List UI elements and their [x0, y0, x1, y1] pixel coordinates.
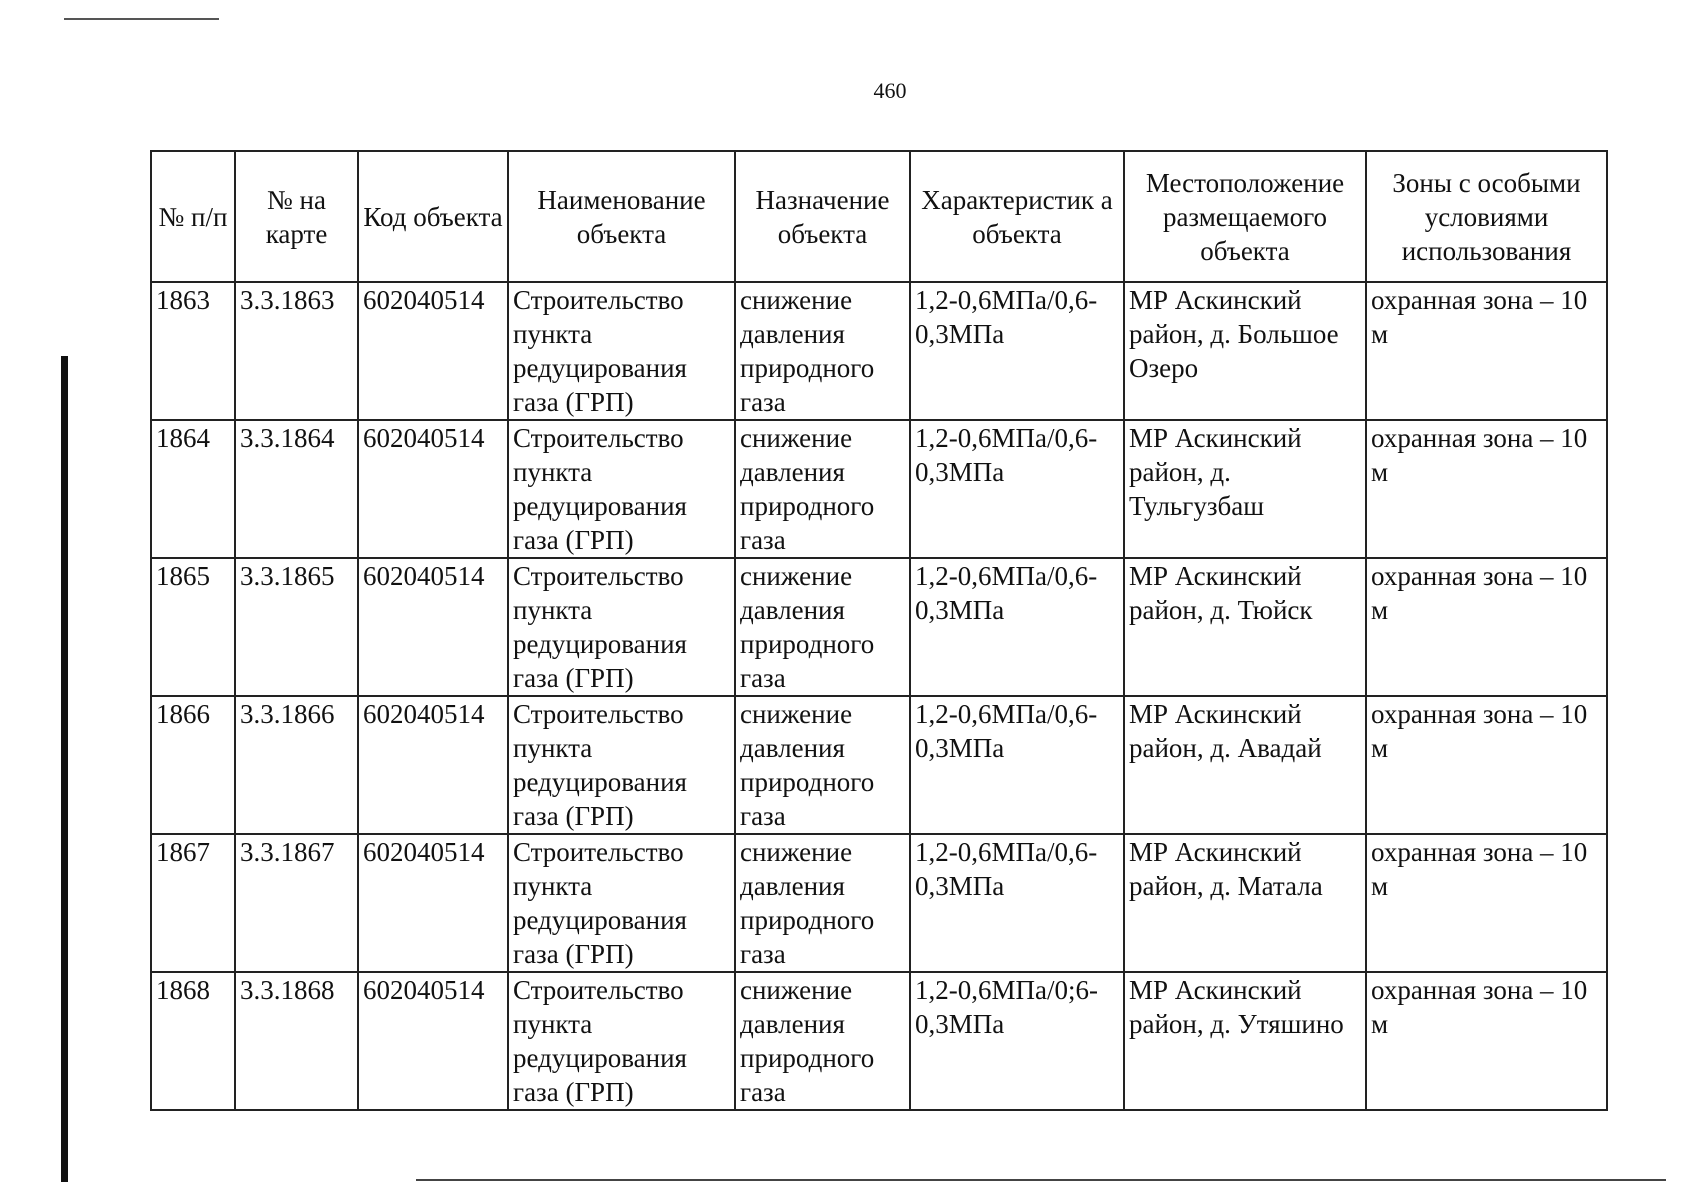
cell-object-code: 602040514: [358, 282, 508, 420]
header-number: № п/п: [151, 151, 235, 282]
cell-object-name: Строительство пункта редуцирования газа (ГРП): [508, 420, 735, 558]
header-code: Код объекта: [358, 151, 508, 282]
table-row: [151, 834, 1607, 972]
cell-map-number: 3.3.1867: [235, 834, 358, 972]
cell-object-name: Строительство пункта редуцирования газа (ГРП): [508, 834, 735, 972]
cell-map-number: 3.3.1868: [235, 972, 358, 1110]
cell-object-purpose: снижение давления природного газа: [735, 420, 910, 558]
cell-row-number: 1863: [151, 282, 235, 420]
table-row: [151, 558, 1607, 696]
bottom-rule: [416, 1179, 1666, 1181]
cell-row-number: 1867: [151, 834, 235, 972]
cell-object-purpose: снижение давления природного газа: [735, 282, 910, 420]
table-row: [151, 420, 1607, 558]
cell-restricted-zone: охранная зона – 10 м: [1366, 282, 1607, 420]
header-characteristics: Характеристик а объекта: [910, 151, 1124, 282]
cell-row-number: 1864: [151, 420, 235, 558]
cell-object-code: 602040514: [358, 834, 508, 972]
cell-object-code: 602040514: [358, 420, 508, 558]
cell-object-location: МР Аскинский район, д. Авадай: [1124, 696, 1366, 834]
cell-object-location: МР Аскинский район, д. Большое Озеро: [1124, 282, 1366, 420]
cell-object-name: Строительство пункта редуцирования газа (ГРП): [508, 558, 735, 696]
page-number: 460: [873, 78, 907, 103]
cell-map-number: 3.3.1866: [235, 696, 358, 834]
cell-object-characteristics: 1,2-0,6МПа/0,6-0,3МПа: [910, 558, 1124, 696]
header-purpose: Назначение объекта: [735, 151, 910, 282]
cell-object-purpose: снижение давления природного газа: [735, 972, 910, 1110]
cell-restricted-zone: охранная зона – 10 м: [1366, 834, 1607, 972]
cell-restricted-zone: охранная зона – 10 м: [1366, 972, 1607, 1110]
cell-object-characteristics: 1,2-0,6МПа/0;6-0,3МПа: [910, 972, 1124, 1110]
cell-object-code: 602040514: [358, 696, 508, 834]
table-row: [151, 696, 1607, 834]
cell-row-number: 1866: [151, 696, 235, 834]
cell-restricted-zone: охранная зона – 10 м: [1366, 420, 1607, 558]
cell-object-code: 602040514: [358, 558, 508, 696]
header-location: Местоположение размещаемого объекта: [1124, 151, 1366, 282]
cell-object-location: МР Аскинский район, д. Матала: [1124, 834, 1366, 972]
cell-row-number: 1868: [151, 972, 235, 1110]
table-row: [151, 282, 1607, 420]
scan-edge-bar: [61, 356, 68, 1182]
cell-object-code: 602040514: [358, 972, 508, 1110]
table-header-row: [151, 151, 1607, 282]
header-name: Наименование объекта: [508, 151, 735, 282]
cell-object-name: Строительство пункта редуцирования газа (ГРП): [508, 282, 735, 420]
cell-object-purpose: снижение давления природного газа: [735, 696, 910, 834]
header-zones: Зоны с особыми условиями использования: [1366, 151, 1607, 282]
cell-object-location: МР Аскинский район, д. Утяшино: [1124, 972, 1366, 1110]
cell-object-characteristics: 1,2-0,6МПа/0,6-0,3МПа: [910, 420, 1124, 558]
cell-object-purpose: снижение давления природного газа: [735, 834, 910, 972]
objects-table: [150, 150, 1608, 1111]
cell-object-location: МР Аскинский район, д. Тюйск: [1124, 558, 1366, 696]
cell-object-purpose: снижение давления природного газа: [735, 558, 910, 696]
cell-map-number: 3.3.1864: [235, 420, 358, 558]
cell-object-characteristics: 1,2-0,6МПа/0,6-0,3МПа: [910, 696, 1124, 834]
cell-object-location: МР Аскинский район, д. Тульгузбаш: [1124, 420, 1366, 558]
cell-restricted-zone: охранная зона – 10 м: [1366, 558, 1607, 696]
cell-object-characteristics: 1,2-0,6МПа/0,6-0,3МПа: [910, 834, 1124, 972]
table-row: [151, 972, 1607, 1110]
cell-object-name: Строительство пункта редуцирования газа (ГРП): [508, 972, 735, 1110]
cell-restricted-zone: охранная зона – 10 м: [1366, 696, 1607, 834]
top-rule: [64, 18, 219, 20]
cell-object-characteristics: 1,2-0,6МПа/0,6-0,3МПа: [910, 282, 1124, 420]
cell-row-number: 1865: [151, 558, 235, 696]
cell-map-number: 3.3.1863: [235, 282, 358, 420]
header-map-number: № на карте: [235, 151, 358, 282]
cell-map-number: 3.3.1865: [235, 558, 358, 696]
cell-object-name: Строительство пункта редуцирования газа (ГРП): [508, 696, 735, 834]
